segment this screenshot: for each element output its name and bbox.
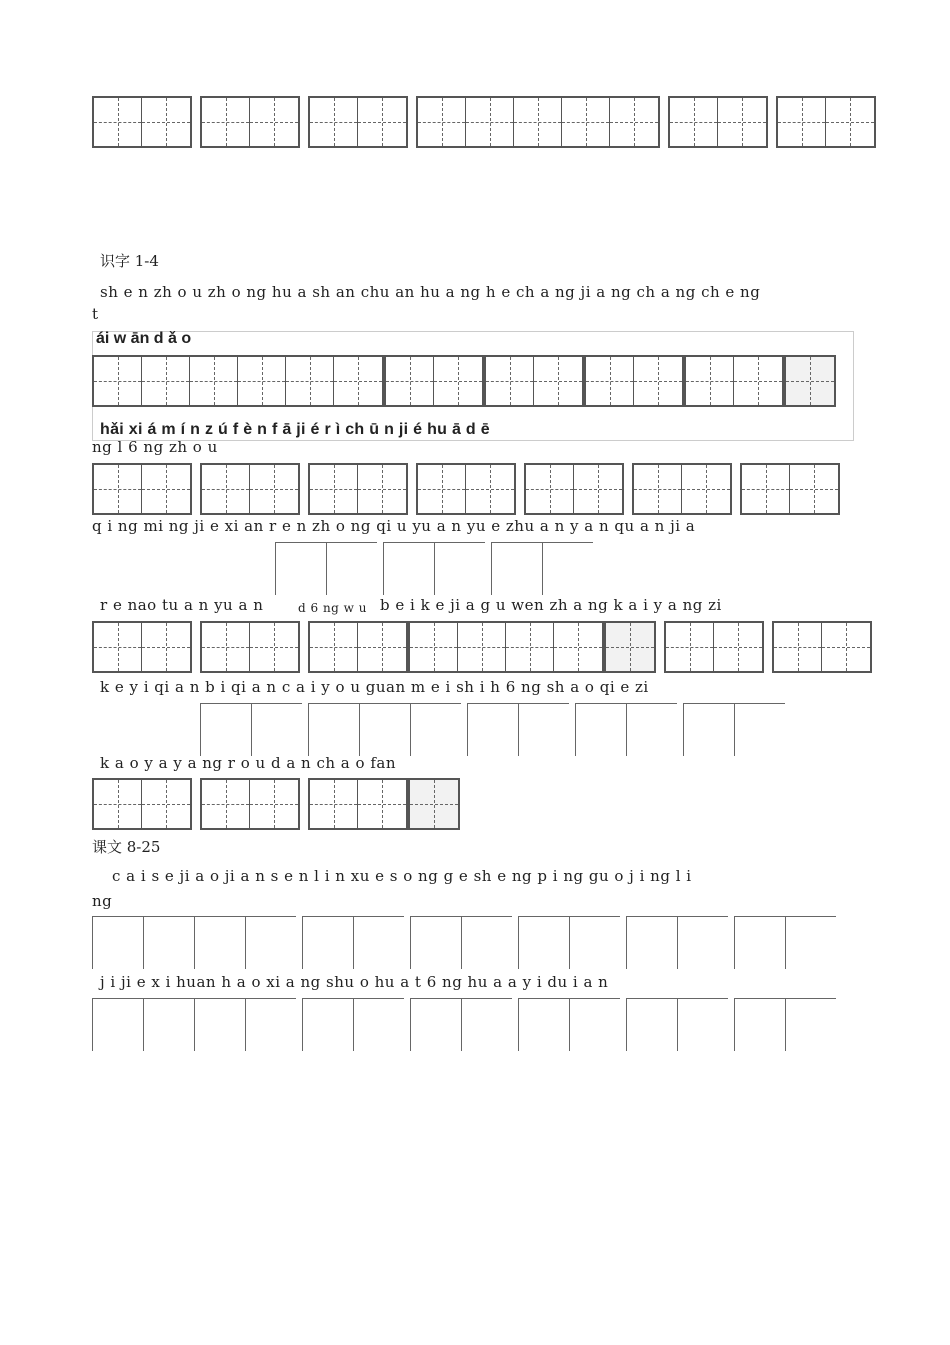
faded-cell [245,916,296,969]
char-box-group [92,778,192,830]
char-box-group [408,621,604,673]
faded-cell [518,703,569,756]
char-cell [606,623,654,671]
char-box-group [408,778,460,830]
char-cell [142,98,190,146]
char-cell [142,623,190,671]
faded-cell [275,542,326,595]
char-cell [466,465,514,513]
char-cell [822,623,870,671]
char-cell [94,465,142,513]
faded-cell [575,703,626,756]
faded-cell [518,916,569,969]
char-cell [774,623,822,671]
char-box-group [784,355,836,407]
char-cell [670,98,718,146]
char-cell [142,780,190,828]
pinyin-line-2: ái w ān d ǎ o [96,330,192,347]
faded-cell [677,998,728,1051]
faded-cell [194,916,245,969]
faded-cell [92,998,143,1051]
faded-cell [410,916,461,969]
char-box-group [92,355,384,407]
faded-cell [569,916,620,969]
faded-grid-row-d [92,998,836,1051]
char-cell [238,357,286,405]
char-cell [358,623,406,671]
pinyin-line-9: j i ji e x i huan h a o xi a ng shu o hu a t 6 ng hu a a y i du i a n [100,973,609,991]
faded-cell [353,916,404,969]
faded-cell [626,703,677,756]
pinyin-line-3b: ng l 6 ng zh o u [92,438,218,456]
char-cell [682,465,730,513]
char-box-group [92,463,192,515]
char-box-group [684,355,784,407]
faded-cell [461,998,512,1051]
faded-cell [143,998,194,1051]
char-box-group [584,355,684,407]
char-cell [94,780,142,828]
char-cell [358,465,406,513]
char-cell [526,465,574,513]
char-cell [410,623,458,671]
char-cell [250,98,298,146]
char-cell [142,357,190,405]
faded-cell [410,703,461,756]
char-cell [202,465,250,513]
section-heading-2: 课文 8-25 [92,838,161,856]
pinyin-line-7: k a o y a y a ng r o u d a n ch a o fan [100,754,396,772]
char-cell [786,357,834,405]
char-box-group [772,621,872,673]
faded-grid-row-a [275,542,593,595]
char-box-group [668,96,768,148]
char-cell [458,623,506,671]
faded-cell [467,703,518,756]
char-cell [434,357,482,405]
faded-grid-row-c [92,916,836,969]
char-cell [142,465,190,513]
char-box-group [92,621,192,673]
faded-cell [251,703,302,756]
char-cell [686,357,734,405]
faded-cell [542,542,593,595]
char-cell [190,357,238,405]
char-cell [94,623,142,671]
faded-cell [626,916,677,969]
char-cell [778,98,826,146]
char-cell [250,465,298,513]
char-box-group [200,96,300,148]
faded-cell [461,916,512,969]
char-cell [334,357,382,405]
char-cell [310,623,358,671]
faded-cell [245,998,296,1051]
char-box-group [776,96,876,148]
faded-cell [785,998,836,1051]
faded-cell [92,916,143,969]
char-box-group [664,621,764,673]
section-heading-1: 识字 1-4 [100,252,159,270]
char-box-group [416,96,660,148]
char-cell [94,98,142,146]
char-cell [486,357,534,405]
faded-cell [677,916,728,969]
faded-cell [326,542,377,595]
faded-cell [353,998,404,1051]
char-cell [202,623,250,671]
writing-grid-row-3 [92,463,848,515]
pinyin-line-4: q i ng mi ng ji e xi an r e n zh o ng qi u yu a n yu e zhu a n y a n qu a n ji a [92,517,696,535]
char-box-group [200,463,300,515]
writing-grid-row-1 [92,96,884,148]
char-cell [714,623,762,671]
pinyin-line-5b: d 6 ng w u [298,601,367,615]
char-box-group [740,463,840,515]
pinyin-line-3: hǎi xi á m í n z ú f è n f ā ji é r ì ch ū n ji é hu ā d ē [100,421,490,438]
char-box-group [92,96,192,148]
faded-cell [308,703,359,756]
pinyin-line-6: k e y i qi a n b i qi a n c a i y o u guan m e i sh i h 6 ng sh a o qi e zi [100,678,649,696]
char-box-group [416,463,516,515]
faded-grid-row-b [200,703,785,756]
char-cell [534,357,582,405]
char-box-group [604,621,656,673]
char-box-group [308,621,408,673]
char-cell [514,98,562,146]
pinyin-line-8b: ng [92,892,113,910]
faded-cell [302,916,353,969]
char-box-group [200,621,300,673]
char-box-group [308,778,408,830]
char-cell [410,780,458,828]
char-cell [734,357,782,405]
faded-cell [434,542,485,595]
faded-cell [626,998,677,1051]
char-cell [310,98,358,146]
char-cell [574,465,622,513]
faded-cell [194,998,245,1051]
pinyin-line-5c: b e i k e ji a g u wen zh a ng k a i y a ng zi [380,596,722,614]
char-cell [562,98,610,146]
char-cell [286,357,334,405]
char-cell [202,98,250,146]
pinyin-line-8: c a i s e ji a o ji a n s e n l i n xu e s o ng g e sh e ng p i ng gu o j i ng l i [112,867,692,885]
faded-cell [359,703,410,756]
writing-grid-row-2 [92,355,836,407]
char-cell [310,780,358,828]
pinyin-line-1b: t [92,305,99,323]
char-box-group [308,96,408,148]
char-cell [202,780,250,828]
writing-grid-row-4 [92,621,872,673]
char-box-group [632,463,732,515]
faded-cell [383,542,434,595]
char-cell [94,357,142,405]
char-cell [250,780,298,828]
char-box-group [308,463,408,515]
faded-cell [143,916,194,969]
faded-cell [200,703,251,756]
char-cell [666,623,714,671]
char-box-group [384,355,484,407]
char-box-group [200,778,300,830]
faded-cell [569,998,620,1051]
char-cell [358,98,406,146]
pinyin-line-1: sh e n zh o u zh o ng hu a sh an chu an hu a ng h e ch a ng ji a ng ch a ng ch e ng [100,283,761,301]
faded-cell [302,998,353,1051]
faded-cell [410,998,461,1051]
char-cell [634,465,682,513]
char-cell [310,465,358,513]
faded-cell [491,542,542,595]
faded-cell [785,916,836,969]
faded-cell [734,998,785,1051]
char-cell [506,623,554,671]
char-cell [790,465,838,513]
writing-grid-row-5 [92,778,468,830]
char-cell [358,780,406,828]
char-cell [250,623,298,671]
faded-cell [734,916,785,969]
char-cell [742,465,790,513]
char-cell [634,357,682,405]
char-cell [586,357,634,405]
char-cell [826,98,874,146]
char-cell [554,623,602,671]
faded-cell [683,703,734,756]
char-cell [466,98,514,146]
char-box-group [484,355,584,407]
char-cell [418,98,466,146]
pinyin-line-5: r e nao tu a n yu a n [100,596,264,614]
char-box-group [524,463,624,515]
char-cell [386,357,434,405]
faded-cell [734,703,785,756]
char-cell [718,98,766,146]
char-cell [418,465,466,513]
faded-cell [518,998,569,1051]
char-cell [610,98,658,146]
